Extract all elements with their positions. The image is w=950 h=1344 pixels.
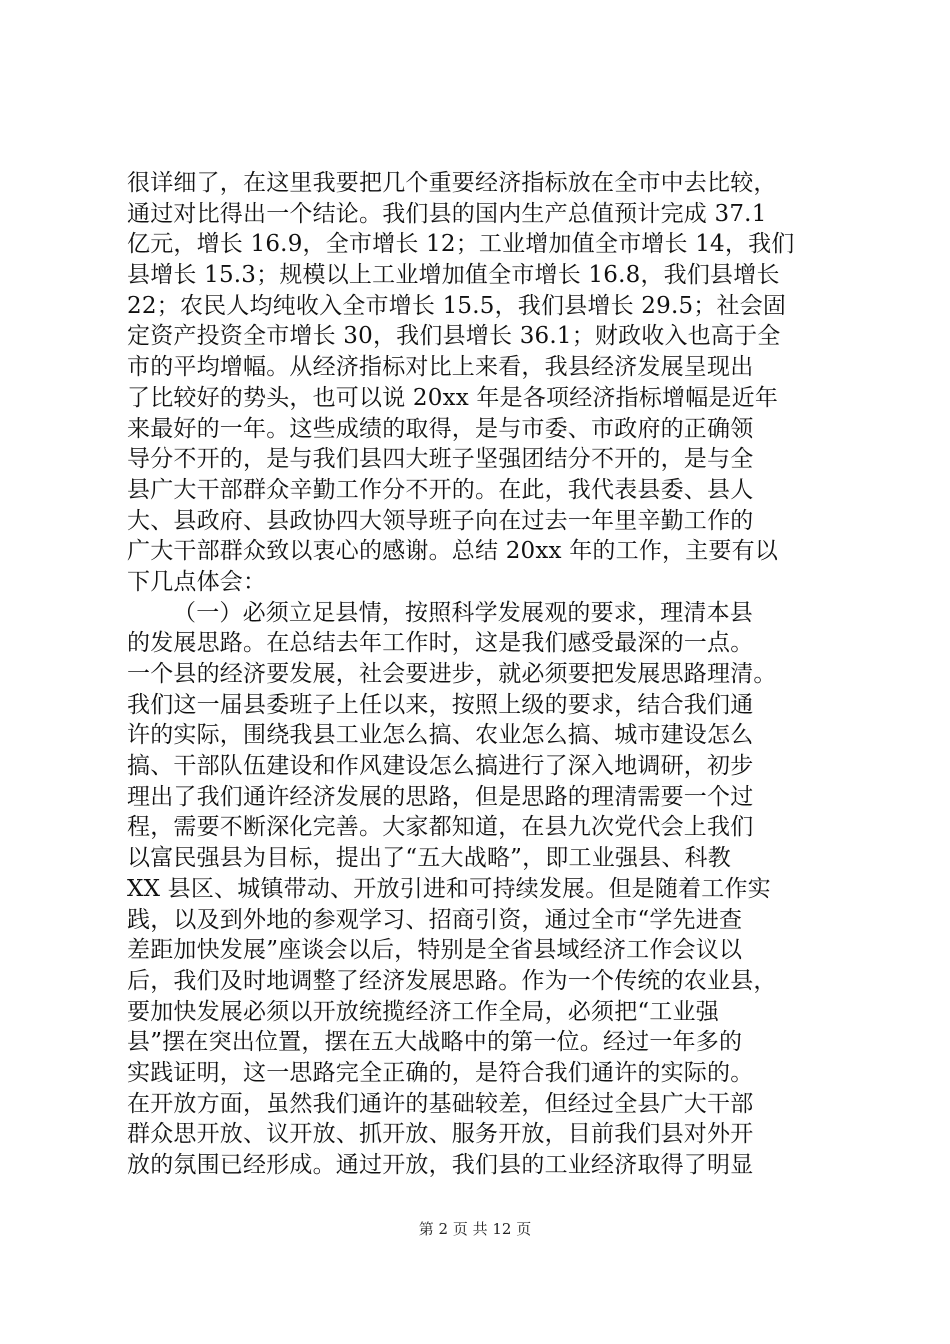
text-line: 县增长 15.3；规模以上工业增加值全市增长 16.8，我们县增长 xyxy=(127,262,780,289)
text-line: （一）必须立足县情，按照科学发展观的要求，理清本县 xyxy=(173,599,753,626)
text-line: 来最好的一年。这些成绩的取得，是与市委、市政府的正确领 xyxy=(127,415,754,442)
text-line: 很详细了，在这里我要把几个重要经济指标放在全市中去比较， xyxy=(127,170,777,196)
text-line: 以富民强县为目标，提出了“五大战略”，即工业强县、科教 xyxy=(127,845,731,872)
text-line: 22；农民人均纯收入全市增长 15.5，我们县增长 29.5；社会固 xyxy=(127,292,787,319)
text-line: 搞、干部队伍建设和作风建设怎么搞进行了深入地调研，初步 xyxy=(127,753,754,780)
text-line: 后，我们及时地调整了经济发展思路。作为一个传统的农业县， xyxy=(127,967,777,994)
text-line: 县广大干部群众辛勤工作分不开的。在此，我代表县委、县人 xyxy=(127,476,754,503)
body-text xyxy=(127,168,827,1181)
text-line: 通过对比得出一个结论。我们县的国内生产总值预计完成 37.1 xyxy=(127,200,767,227)
text-line: 导分不开的，是与我们县四大班子坚强团结分不开的，是与全 xyxy=(127,446,754,473)
text-line: 市的平均增幅。从经济指标对比上来看，我县经济发展呈现出 xyxy=(127,354,754,381)
text-line: 我们这一届县委班子上任以来，按照上级的要求，结合我们通 xyxy=(127,691,754,718)
text-line: 县”摆在突出位置，摆在五大战略中的第一位。经过一年多的 xyxy=(127,1029,743,1056)
text-line: 实践证明，这一思路完全正确的，是符合我们通许的实际的。 xyxy=(127,1059,754,1086)
text-line: 许的实际，围绕我县工业怎么搞、农业怎么搞、城市建设怎么 xyxy=(127,722,754,749)
text-line: XX 县区、城镇带动、开放引进和可持续发展。但是随着工作实 xyxy=(127,875,771,902)
page-footer: 第 2 页 共 12 页 xyxy=(418,1220,532,1238)
text-line: 亿元，增长 16.9，全市增长 12；工业增加值全市增长 14，我们 xyxy=(127,231,795,258)
text-line: 的发展思路。在总结去年工作时，这是我们感受最深的一点。 xyxy=(127,630,754,657)
text-line: 差距加快发展”座谈会以后，特别是全省县域经济工作会议以 xyxy=(127,937,743,964)
text-line: 程，需要不断深化完善。大家都知道，在县九次党代会上我们 xyxy=(127,814,754,841)
text-line: 要加快发展必须以开放统揽经济工作全局，必须把“工业强 xyxy=(127,998,719,1025)
text-line: 放的氛围已经形成。通过开放，我们县的工业经济取得了明显 xyxy=(127,1152,754,1178)
text-line: 在开放方面，虽然我们通许的基础较差，但经过全县广大干部 xyxy=(127,1090,754,1117)
text-line: 下几点体会： xyxy=(127,568,267,595)
text-line: 一个县的经济要发展，社会要进步，就必须要把发展思路理清。 xyxy=(127,661,777,687)
text-line: 大、县政府、县政协四大领导班子向在过去一年里辛勤工作的 xyxy=(127,507,754,534)
text-line: 群众思开放、议开放、抓开放、服务开放，目前我们县对外开 xyxy=(127,1121,754,1148)
text-line: 广大干部群众致以衷心的感谢。总结 20xx 年的工作，主要有以 xyxy=(127,538,779,565)
text-line: 理出了我们通许经济发展的思路，但是思路的理清需要一个过 xyxy=(127,783,754,810)
text-line: 定资产投资全市增长 30，我们县增长 36.1；财政收入也高于全 xyxy=(127,323,781,350)
text-line: 了比较好的势头，也可以说 20xx 年是各项经济指标增幅是近年 xyxy=(127,384,779,411)
text-line: 践，以及到外地的参观学习、招商引资，通过全市“学先进查 xyxy=(127,906,743,933)
